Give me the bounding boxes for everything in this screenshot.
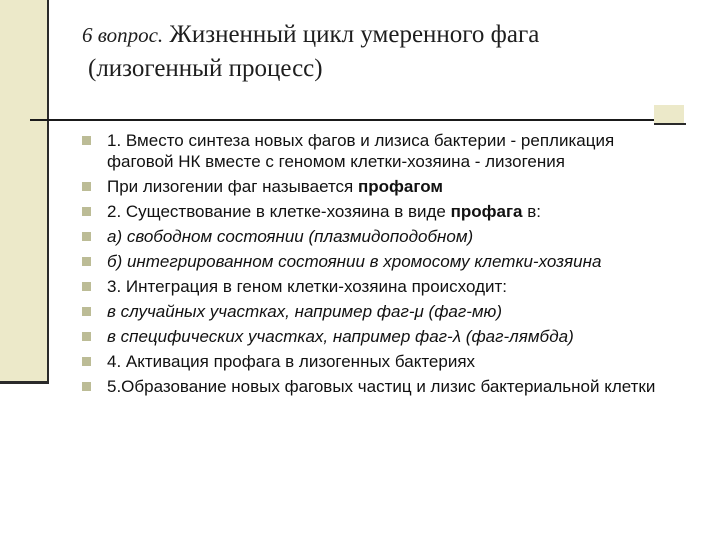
bullet-list: [80, 130, 680, 401]
square-bullet-icon: [82, 307, 91, 316]
list-item-text: 4. Активация профага в лизогенных бактериях: [107, 352, 476, 371]
list-item-text: в специфических участках, например фаг-λ (фаг-лямбда): [107, 327, 574, 346]
square-bullet-icon: [82, 182, 91, 191]
list-item: [80, 130, 680, 172]
square-bullet-icon: [82, 232, 91, 241]
square-bullet-icon: [82, 207, 91, 216]
title-line-1: Жизненный цикл умеренного фага: [163, 21, 540, 48]
list-item: [80, 351, 680, 372]
left-bar-bottom-shadow: [0, 381, 49, 384]
list-item-text-pre: 2. Существование в клетке-хозяина в виде: [107, 202, 451, 221]
list-item-bold-term: профагом: [358, 177, 443, 196]
list-item-text: 3. Интеграция в геном клетки-хозяина происходит:: [107, 277, 507, 296]
list-item-bold-term: профага: [450, 202, 523, 221]
left-decorative-bar: [0, 0, 47, 383]
list-item: [80, 301, 680, 322]
list-item-text-pre: При лизогении фаг называется: [107, 177, 358, 196]
left-bar-shadow: [47, 0, 49, 383]
list-item: [80, 226, 680, 247]
square-bullet-icon: [82, 382, 91, 391]
title-divider: [30, 119, 684, 121]
list-item-text: 5.Образование новых фаговых частиц и лизис бактериальной клетки: [107, 377, 656, 396]
title-line-2: (лизогенный процесс): [88, 55, 323, 82]
list-item: [80, 251, 680, 272]
square-bullet-icon: [82, 357, 91, 366]
list-item-text: 1. Вместо синтеза новых фагов и лизиса бактерии - репликация фаговой НК вместе с геномом клетки-хозяина - лизогения: [107, 131, 615, 171]
square-bullet-icon: [82, 136, 91, 145]
title-prefix: 6 вопрос.: [82, 23, 164, 47]
list-item: [80, 326, 680, 347]
list-item-text: б) интегрированном состоянии в хромосому клетки-хозяина: [107, 252, 602, 271]
list-item: [80, 176, 680, 197]
square-bullet-icon: [82, 282, 91, 291]
list-item-text: а) свободном состоянии (плазмидоподобном): [107, 227, 474, 246]
list-item-text: в случайных участках, например фаг-μ (фаг-мю): [107, 302, 503, 321]
list-item: [80, 276, 680, 297]
divider-accent-box: [654, 105, 684, 123]
divider-accent-shadow: [654, 123, 686, 125]
list-item-text-post: в:: [522, 202, 541, 221]
square-bullet-icon: [82, 332, 91, 341]
list-item: [80, 376, 680, 397]
list-item: [80, 201, 680, 222]
square-bullet-icon: [82, 257, 91, 266]
slide-title: [82, 18, 642, 85]
